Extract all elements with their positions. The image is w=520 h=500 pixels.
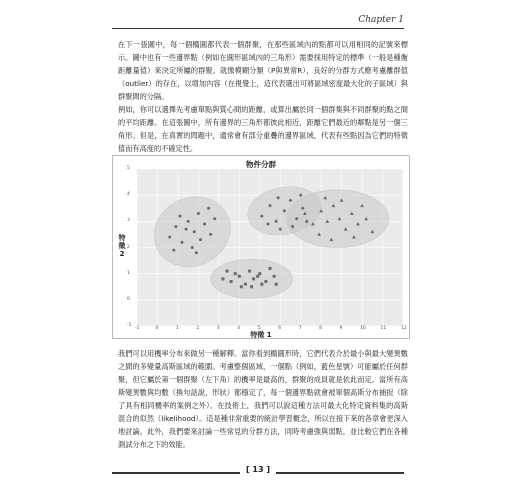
data-point-cluster-1: [260, 283, 263, 286]
data-point-cluster-1: [250, 285, 253, 288]
x-tick-label: 2: [196, 326, 200, 331]
data-point-cluster-2: [174, 225, 177, 228]
data-point-cluster-2: [187, 220, 190, 223]
x-tick-label: 1: [175, 326, 179, 331]
y-tick-label: 0: [127, 296, 130, 302]
cluster-ellipse-4: [286, 190, 388, 248]
data-point-cluster-1: [230, 280, 233, 283]
data-point-cluster-1: [264, 280, 267, 283]
x-tick-label: 10: [360, 326, 366, 331]
data-point-cluster-1: [234, 272, 237, 275]
data-point-cluster-1: [238, 275, 241, 278]
data-point-cluster-2: [168, 236, 171, 239]
data-point-cluster-1: [252, 277, 255, 280]
data-point-cluster-2: [197, 212, 200, 215]
y-tick-label: -1: [127, 323, 132, 328]
x-tick-label: 11: [380, 326, 387, 331]
data-point-cluster-1: [240, 285, 243, 288]
data-point-cluster-2: [203, 222, 206, 225]
y-tick-label: 5: [127, 166, 130, 171]
page-footer: [112, 465, 404, 479]
y-tick-label: 3: [127, 218, 130, 224]
page-number-value: 13: [252, 465, 264, 474]
x-tick-label: 3: [216, 326, 220, 331]
paragraph-3: 我們可以用機率分布來做另一種解釋。當你看到橢圓形時，它們代表介於最小與最大變異數之間的多變量高斯區域的範圍。考慮整個區域，一個點（例如，藍色星號）可能屬於任何群聚，但它屬於第一個群聚（左下角）的機率是最高的，群聚的成員就是依此而定。當所有高斯變異數與均數（換句話說，形狀）都穩定了，每一個邊界點就會被單個高斯分布捕捉（除了具有相同機率的案例之外）。在技術上，我們可以說這種方法可最大化特定資料集的高斯混合的似然（likelihood）。這是種非常重要的統計學習概念，所以在接下來的各章會更深入地討論。此外，我們要來討論一些常見的分群方法，同時考慮強與弱點，並比較它們在各種測試分布之下的效能。: [118, 349, 408, 449]
data-point-cluster-1: [258, 272, 261, 275]
x-tick-label: 7: [298, 326, 302, 331]
data-point-cluster-2: [193, 230, 196, 233]
x-tick-label: -1: [135, 326, 140, 331]
x-tick-label: 5: [257, 326, 261, 331]
y-tick-label: 1: [127, 270, 130, 276]
chapter-header: Chapter 1: [358, 15, 404, 25]
data-point-cluster-2: [178, 215, 181, 218]
y-tick-label: 4: [127, 192, 130, 198]
y-tick-label: 2: [127, 244, 130, 250]
data-point-cluster-2: [195, 251, 198, 254]
data-point-cluster-1: [269, 267, 272, 270]
data-point-cluster-2: [199, 238, 202, 241]
footer-line-right: [276, 472, 404, 474]
x-tick-label: 6: [278, 326, 282, 331]
x-tick-label: 8: [319, 326, 323, 331]
y-axis-label: 特徵 2: [118, 234, 126, 258]
data-point-cluster-2: [209, 233, 212, 236]
data-point-cluster-2: [172, 249, 175, 252]
x-tick-label: 4: [237, 326, 241, 331]
data-point-cluster-2: [207, 207, 210, 210]
x-tick-label: 0: [155, 326, 159, 331]
paragraph-1: 在下一張圖中，每一個橢圓都代表一個群聚，在那些區域內的點都可以用相同的記號來標示。圖中也有一些邊界點（例如在圓形區域內的三角形）需要採用特定的標準（一般是種衡距離量值）來決定所屬的群聚。就像模糊分類（P與異常R），良好的分群方式應考慮離群值（outlier）的存在，以增加內容（在視覺上，這代表選出可將區域密度最大化的子區域）與群聚間的分隔。: [118, 40, 408, 101]
data-point-cluster-2: [213, 217, 216, 220]
header-rule: [112, 28, 404, 29]
page-number: [ 13 ]: [245, 465, 271, 474]
data-point-cluster-1: [256, 275, 259, 278]
x-axis-label: 特徵 1: [250, 331, 272, 339]
data-point-cluster-2: [181, 241, 184, 244]
data-point-cluster-1: [273, 275, 276, 278]
footer-line-left: [112, 472, 240, 474]
paragraph-2: 例如，你可以選擇先考慮單點與質心間的距離，或算出屬於同一個群集與不同群聚的點之間的平均距離。在這張圖中，所有邊界的三角形都彼此相近，距離它們最近的鄰點是另一個三角形。但是，在真實的問題中，通常會有部分重疊的邊界區域，代表有些點因為它們的特徵值而有高度的不確定性。: [118, 105, 408, 153]
data-point-cluster-1: [244, 283, 247, 286]
data-point-cluster-1: [248, 270, 251, 273]
scatter-plot: [137, 169, 403, 326]
data-point-cluster-1: [221, 277, 224, 280]
x-tick-label: 9: [339, 326, 343, 331]
plot-area: [137, 169, 403, 326]
data-point-cluster-2: [191, 246, 194, 249]
data-point-cluster-1: [275, 283, 278, 286]
data-point-cluster-1: [226, 270, 229, 273]
figure-title: 物件分群: [246, 160, 276, 169]
x-tick-label: 12: [401, 326, 407, 331]
data-point-cluster-2: [185, 228, 188, 231]
cluster-figure: [112, 155, 410, 339]
